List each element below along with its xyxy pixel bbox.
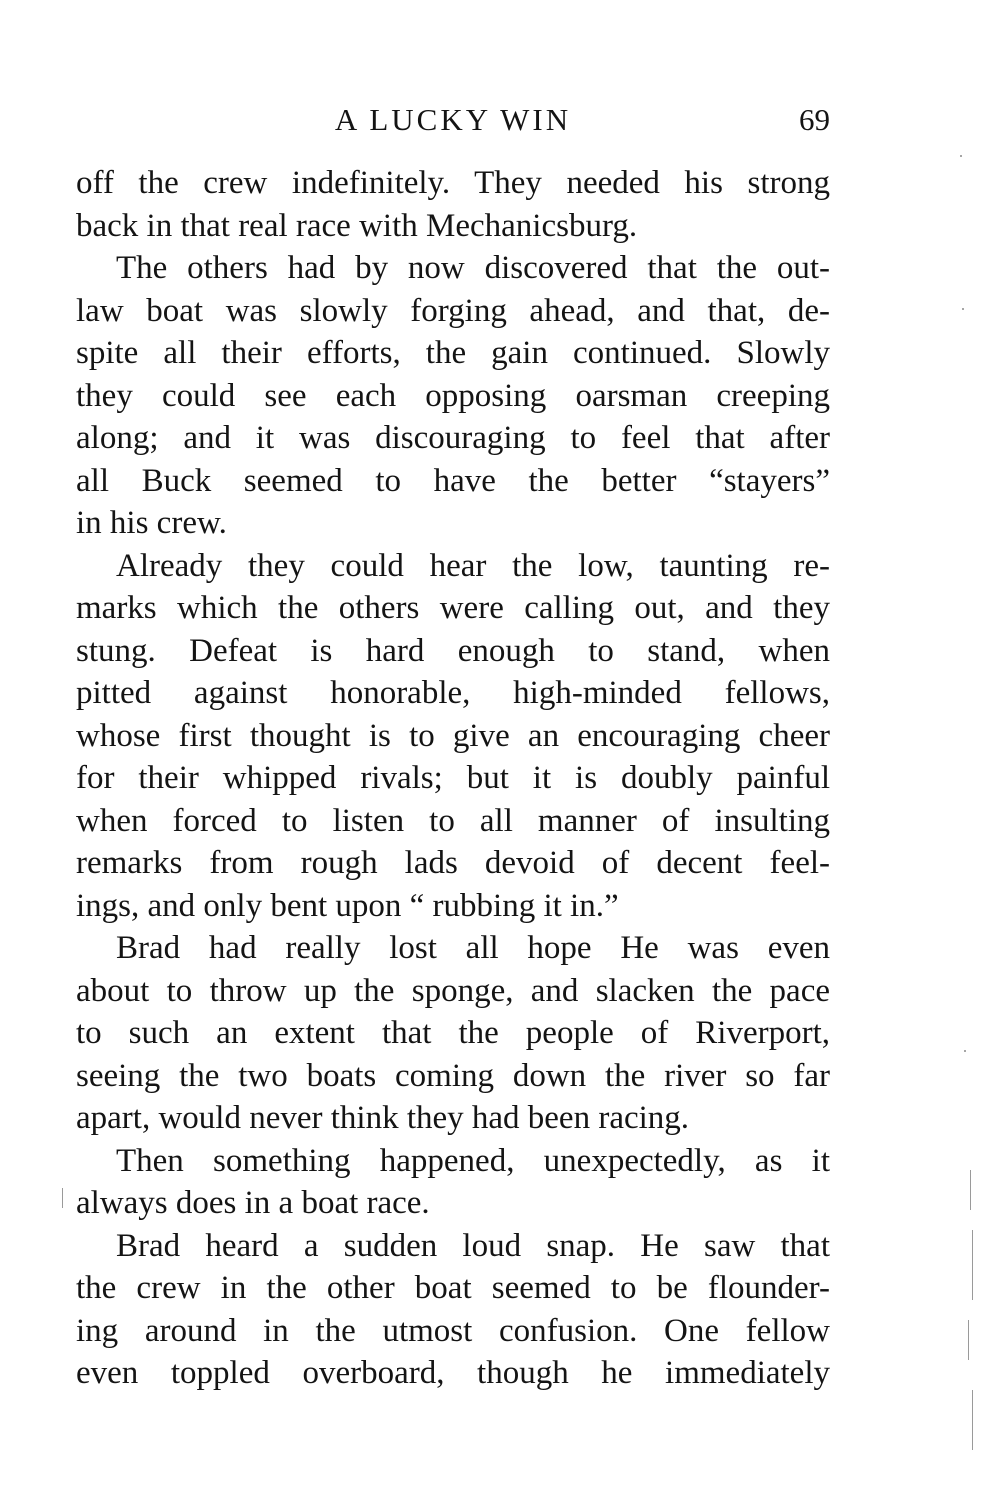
running-head (76, 96, 830, 144)
text-line: always does in a boat race. (76, 1185, 430, 1221)
scan-margin-mark (62, 1188, 63, 1208)
text-line: the crew in the other boat seemed to be flounder- (76, 1270, 830, 1306)
scan-margin-mark (970, 1170, 971, 1210)
running-title: A LUCKY WIN (334, 102, 572, 137)
text-line: stung. Defeat is hard enough to stand, when (76, 632, 830, 669)
text-line: seeing the two boats coming down the river so far (76, 1057, 830, 1094)
text-line: back in that real race with Mechanicsburg. (76, 207, 638, 244)
text-line: ings, and only bent upon “ rubbing it in.” (76, 887, 619, 924)
text-line: all Buck seemed to have the better “stayers” (76, 462, 830, 499)
body-text (76, 162, 830, 1395)
scan-margin-mark (972, 1230, 973, 1300)
text-line: ing around in the utmost confusion. One fellow (76, 1312, 830, 1349)
scan-margin-mark (968, 1320, 969, 1360)
text-line: when forced to listen to all manner of insulting (76, 802, 830, 839)
text-line: apart, would never think they had been racing. (76, 1100, 690, 1136)
text-line: Then something happened, unexpectedly, as it (116, 1142, 830, 1179)
text-line: pitted against honorable, high-minded fellows, (76, 675, 830, 711)
text-line: spite all their efforts, the gain continued. Slowly (76, 335, 830, 371)
text-line: about to throw up the sponge, and slacken the pace (76, 972, 830, 1009)
text-line: for their whipped rivals; but it is doubly painful (76, 760, 830, 796)
text-line: along; and it was discouraging to feel that after (76, 420, 830, 456)
page-number: 69 (799, 102, 830, 137)
text-line: off the crew indefinitely. They needed his strong (76, 165, 830, 201)
scan-margin-mark (972, 1390, 973, 1450)
scan-speck (960, 155, 962, 157)
text-line: The others had by now discovered that the out- (116, 250, 830, 286)
scan-speck (962, 308, 964, 310)
scan-speck (964, 1050, 966, 1052)
text-line: in his crew. (76, 505, 227, 541)
text-line: Already they could hear the low, taunting re- (116, 547, 830, 584)
text-line: Brad heard a sudden loud snap. He saw that (116, 1227, 830, 1264)
text-line: they could see each opposing oarsman creeping (76, 377, 830, 414)
text-line: remarks from rough lads devoid of decent feel- (76, 845, 830, 881)
text-line: to such an extent that the people of Riverport, (76, 1015, 830, 1051)
text-line: whose first thought is to give an encouraging cheer (76, 717, 830, 754)
text-line: Brad had really lost all hope He was even (116, 930, 830, 966)
text-line: marks which the others were calling out, and they (76, 590, 830, 626)
text-line: law boat was slowly forging ahead, and that, de- (76, 292, 830, 329)
text-line: even toppled overboard, though he immediately (76, 1355, 830, 1391)
